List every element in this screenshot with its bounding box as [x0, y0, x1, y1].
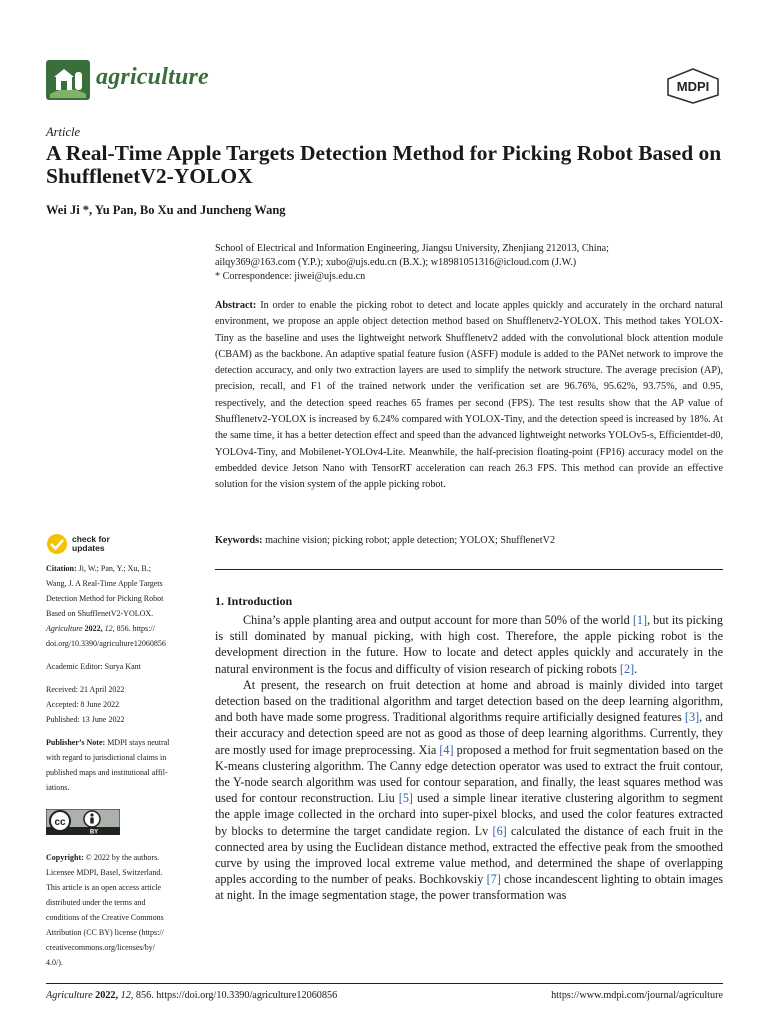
publisher-note-line: published maps and institutional affil- — [46, 768, 168, 777]
copyright-line: 4.0/). — [46, 958, 63, 967]
copyright-label: Copyright: — [46, 853, 84, 862]
publisher-note — [46, 735, 198, 795]
reference-link[interactable]: [4] — [439, 742, 454, 757]
section-heading: 1. Introduction — [215, 594, 293, 608]
footer-journal-url[interactable]: https://www.mdpi.com/journal/agriculture — [551, 990, 723, 1001]
affiliation-block — [215, 242, 725, 284]
footer-citation — [46, 990, 337, 1001]
citation-line: Based on ShufflenetV2-YOLOX. — [46, 609, 154, 618]
sidebar — [46, 533, 198, 978]
academic-editor: Academic Editor: Surya Kant — [46, 662, 141, 671]
citation-rest: 856. https:// — [116, 624, 155, 633]
correspondence-line: * Correspondence: jiwei@ujs.edu.cn — [215, 271, 366, 282]
paper-title: A Real-Time Apple Targets Detection Method for Picking Robot Based on ShufflenetV2-YOLOX — [46, 141, 722, 188]
reference-link[interactable]: [6] — [492, 823, 507, 838]
copyright-line: Licensee MDPI, Basel, Switzerland. — [46, 868, 163, 877]
copyright-block — [46, 850, 198, 970]
received-date: Received: 21 April 2022 — [46, 685, 125, 694]
svg-text:cc: cc — [54, 817, 66, 828]
citation-line: Wang, J. A Real-Time Apple Targets — [46, 579, 163, 588]
keywords-label: Keywords: — [215, 535, 263, 546]
citation-block — [46, 561, 198, 651]
publisher-note-line: with regard to jurisdictional claims in — [46, 753, 167, 762]
keywords — [215, 535, 723, 546]
copyright-line: distributed under the terms and — [46, 898, 146, 907]
text-run: used a simple linear iterative clustering algorithm to segment the apple image collected in the orchard into super-pixel blocks, and used the color features extracted by blocks to determine the target candidate region. Lv — [215, 791, 723, 838]
text-run: proposed a method for fruit segmentation based on the K-means clustering algorithm. The Canny edge detection operator was used to extract the fruit contour, the Y-node search algorithm was used for contour separation, and finally, the least squares method was used for contour reconstruction. Liu — [215, 742, 724, 806]
text-run: China’s apple planting area and output account for more than 50% of the world — [243, 613, 633, 627]
text-run: chose incandescent lighting to obtain images at night. In the image segmentation stage, the power transformation was — [215, 872, 723, 903]
cc-by-license-icon[interactable] — [46, 809, 120, 835]
reference-link[interactable]: [5] — [398, 791, 413, 806]
citation-journal: Agriculture — [46, 624, 83, 633]
footer-doi-link[interactable]: 856. https://doi.org/10.3390/agriculture12060856 — [135, 990, 338, 1001]
published-date: Published: 13 June 2022 — [46, 715, 125, 724]
reference-link[interactable]: [1] — [632, 613, 648, 627]
citation-line: Ji, W.; Pan, Y.; Xu, B.; — [78, 564, 151, 573]
check-updates-line2: updates — [72, 543, 105, 553]
agriculture-logo-icon — [46, 60, 90, 100]
author-list: Wei Ji *, Yu Pan, Bo Xu and Juncheng Wang — [46, 203, 286, 217]
footer-divider — [46, 983, 723, 984]
copyright-line: conditions of the Creative Commons — [46, 913, 164, 922]
license-link[interactable]: creativecommons.org/licenses/by/ — [46, 943, 155, 952]
check-for-updates-button[interactable] — [46, 533, 198, 555]
publisher-note-line: iations. — [46, 783, 70, 792]
footer-volume: 12, — [120, 990, 134, 1001]
article-type: Article — [46, 125, 81, 139]
footer-year: 2022, — [95, 990, 119, 1001]
abstract — [215, 298, 723, 494]
cc-by-label: BY — [89, 829, 99, 835]
abstract-text: In order to enable the picking robot to detect and locate apples quickly and accurately in the orchard natural environment, we propose an apple object detection method based on Shufflenetv2-YOLOX. This method takes YOLOX-Tiny as the baseline and uses the lightweight network Shufflenetv2 added with the convolutional block attention module (CBAM) as the backbone. An adaptive spatial feature fusion (ASFF) module is added to the PANet network to improve the detection accuracy, and only two extraction layers are used to simplify the network structure. The average precision (AP), precision, recall, and F1 of the trained network under the verification set are 96.76%, 95.62%, 93.75%, and 0.95, respectively, and the detection speed reaches 65 frames per second (FPS). The test results show that the AP value of Shufflenetv2-YOLOX is increased by 6.24% compared with YOLOX-Tiny, and the detection speed is increased by 18%. At the same time, it has a better detection effect and speed than the advanced lightweight networks YOLOv5-s, Efficientdet-d0, YOLOv4-Tiny, and Mobilenet-YOLOv4-Lite. Meanwhile, the half-precision floating-point (FP16) accuracy model on the embedded device Jetson Nano with TensorRT acceleration can reach 26.3 FPS. This method can provide an effective solution for the vision system of the apple picking robot. — [215, 300, 723, 491]
text-run: . — [634, 661, 638, 676]
check-updates-line1: check for — [72, 534, 110, 544]
accepted-date: Accepted: 8 June 2022 — [46, 700, 120, 709]
publisher-name: MDPI — [676, 79, 710, 94]
text-run: , and their accuracy and detection speed are not as good as those of deep learning algorithms. Currently, they are mostly used for image preprocessing. Xia — [215, 710, 723, 757]
citation-doi-link[interactable]: doi.org/10.3390/agriculture12060856 — [46, 639, 166, 648]
abstract-label: Abstract: — [215, 300, 257, 311]
reference-link[interactable]: [2] — [619, 661, 635, 676]
text-run: , but its picking is still dominated by manual picking, with high cost. Therefore, the apple picking robot is the development direction in the future. How to locate and detect apples quickly and accurately in the natural environment is the focus and difficulty of vision research of picking robots — [215, 613, 723, 676]
affiliation-emails: ailqy369@163.com (Y.P.); xubo@ujs.edu.cn (B.X.); w18981051316@icloud.com (J.W.) — [215, 257, 577, 268]
publisher-note-line: MDPI stays neutral — [107, 738, 170, 747]
publisher-note-label: Publisher’s Note: — [46, 738, 106, 747]
reference-link[interactable]: [3] — [684, 710, 700, 725]
citation-label: Citation: — [46, 564, 77, 573]
copyright-line: Attribution (CC BY) license (https:// — [46, 928, 164, 937]
keywords-text: machine vision; picking robot; apple detection; YOLOX; ShufflenetV2 — [265, 535, 556, 546]
body-text — [215, 612, 723, 904]
paragraph — [215, 677, 723, 904]
copyright-line: © 2022 by the authors. — [85, 853, 160, 862]
text-run: At present, the research on fruit detection at home and abroad is mainly divided into target detection based on the traditional algorithm and target detection based on the deep learning algorithm, and both have made some progress. Traditional algorithms require artificially designed features — [215, 677, 723, 725]
affiliation-line: School of Electrical and Information Engineering, Jiangsu University, Zhenjiang 212013, China; — [215, 243, 610, 254]
check-updates-icon — [46, 533, 68, 555]
mdpi-logo-icon — [664, 68, 722, 104]
reference-link[interactable]: [7] — [486, 872, 501, 887]
dates-block — [46, 682, 198, 727]
citation-line: Detection Method for Picking Robot — [46, 594, 164, 603]
section-divider — [215, 569, 723, 570]
journal-name: agriculture — [96, 64, 209, 90]
text-run: calculated the distance of each fruit in the connected area by using the Euclidean distance method, extracted the effective peak from the smoothed curve by using the improved local extreme value method, and determined the shape of overlapping apples according to the number of peaks. Bochkovskiy — [215, 823, 723, 887]
citation-year: 2022, — [84, 624, 103, 633]
citation-volume: 12, — [104, 624, 115, 633]
paragraph — [215, 612, 723, 677]
copyright-line: This article is an open access article — [46, 883, 162, 892]
footer-journal: Agriculture — [46, 990, 93, 1001]
